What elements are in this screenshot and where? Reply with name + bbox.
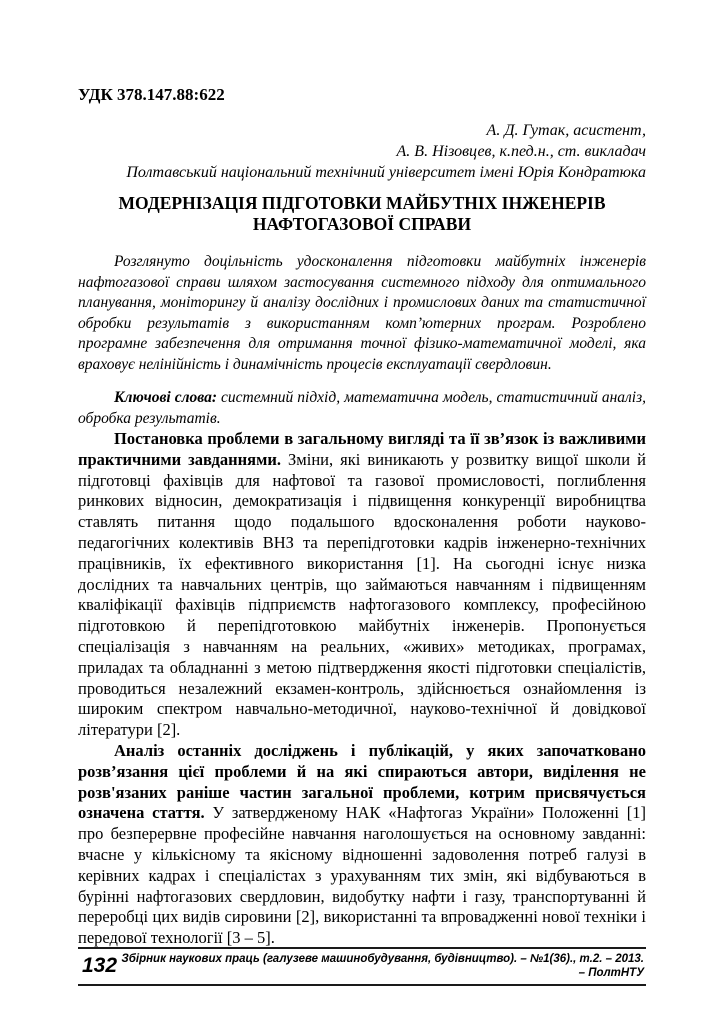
article-title	[78, 193, 646, 235]
author-line-1: А. Д. Гутак, асистент,	[486, 122, 646, 139]
keywords-text: системний підхід, математична модель, статистичний аналіз, обробка результатів.	[78, 389, 647, 427]
page-footer	[78, 947, 646, 986]
paragraph-problem-statement-lead: Постановка проблеми в загальному вигляді та її зв’язок із важливими практичними завданнями.	[78, 429, 646, 469]
page-number: 132	[82, 954, 118, 977]
article-title-line-1: МОДЕРНІЗАЦІЯ ПІДГОТОВКИ МАЙБУТНІХ ІНЖЕНЕРІВ	[118, 193, 606, 213]
paragraph-analysis-lead: Аналіз останніх досліджень і публікацій, у яких започатковано розв’язання цієї проблеми й на які спираються автори, виділення не розв'язаних раніше частин загальної проблеми, котрим присвячується означена стаття.	[78, 740, 646, 823]
paragraph-analysis-text: У затвердженому НАК «Нафтогаз України» Положенні [1] про безперервне професійне навчання наголошується на основному завданні: вчасне у кількісному та якісному відношенні задоволення потреб галузі в керівних кадрах і спеціалістах з урахуванням тих змін, які відбуваються в бурінні нафтогазових свердловин, видобутку нафти і газу, транспортуванні й переробці цих видів сировини [2], використанні та впровадженні нової техніки і передової технології [3 – 5].	[78, 803, 646, 948]
udc-number: УДК 378.147.88:622	[78, 85, 225, 104]
affiliation-line: Полтавський національний технічний університет імені Юрія Кондратюка	[126, 164, 646, 181]
keywords-block	[78, 388, 646, 429]
paragraph-analysis	[78, 741, 646, 949]
paragraph-problem-statement	[78, 429, 646, 741]
article-title-line-2: НАФТОГАЗОВОЇ СПРАВИ	[252, 214, 472, 234]
page-content	[78, 84, 646, 949]
abstract-text: Розглянуто доцільність удосконалення підготовки майбутніх інженерів нафтогазової справи шляхом застосування системного підходу для оптимального планування, моніторингу й аналізу дослідних і промислових даних та статистичної обробки результатів з використанням комп’ютерних програм. Розроблено програмне забезпечення для отримання точної фізико-математичної моделі, яка враховує нелінійність і динамічність процесів експлуатації свердловин.	[78, 253, 646, 373]
journal-citation: Збірник наукових праць (галузеве машинобудування, будівництво). – №1(36)., т.2. – 2013. – ПолтНТУ	[121, 953, 644, 979]
paragraph-problem-statement-text: Зміни, які виникають у розвитку вищої школи й підготовці фахівців для нафтової та газової промисловості, поглиблення ринкових відносин, демократизація і підвищення конкуренції виробництва ставлять питання щодо подальшого вдосконалення роботи науково-педагогічних колективів ВНЗ та перепідготовки кадрів інженерно-технічних працівників, їх ефективного використання [1]. На сьогодні існує низка дослідних та навчальних центрів, що займаються навчанням і підвищенням кваліфікації фахівців підприємств нафтогазового комплексу, професійною підготовкою й перепідготовкою майбутніх інженерів. Пропонується спеціалізація з навчанням на реальних, «живих» методиках, програмах, приладах та обладнанні з метою підтвердження якості підготовки спеціалістів, проводиться незалежний екзамен-контроль, здійснюється ознайомлення із широким спектром навчально-методичної, науково-технічної й довідкової літератури [2].	[78, 449, 646, 740]
keywords-label: Ключові слова:	[114, 389, 218, 406]
authors-block	[78, 120, 646, 183]
author-line-2: А. В. Нізовцев, к.пед.н., ст. викладач	[396, 143, 646, 160]
